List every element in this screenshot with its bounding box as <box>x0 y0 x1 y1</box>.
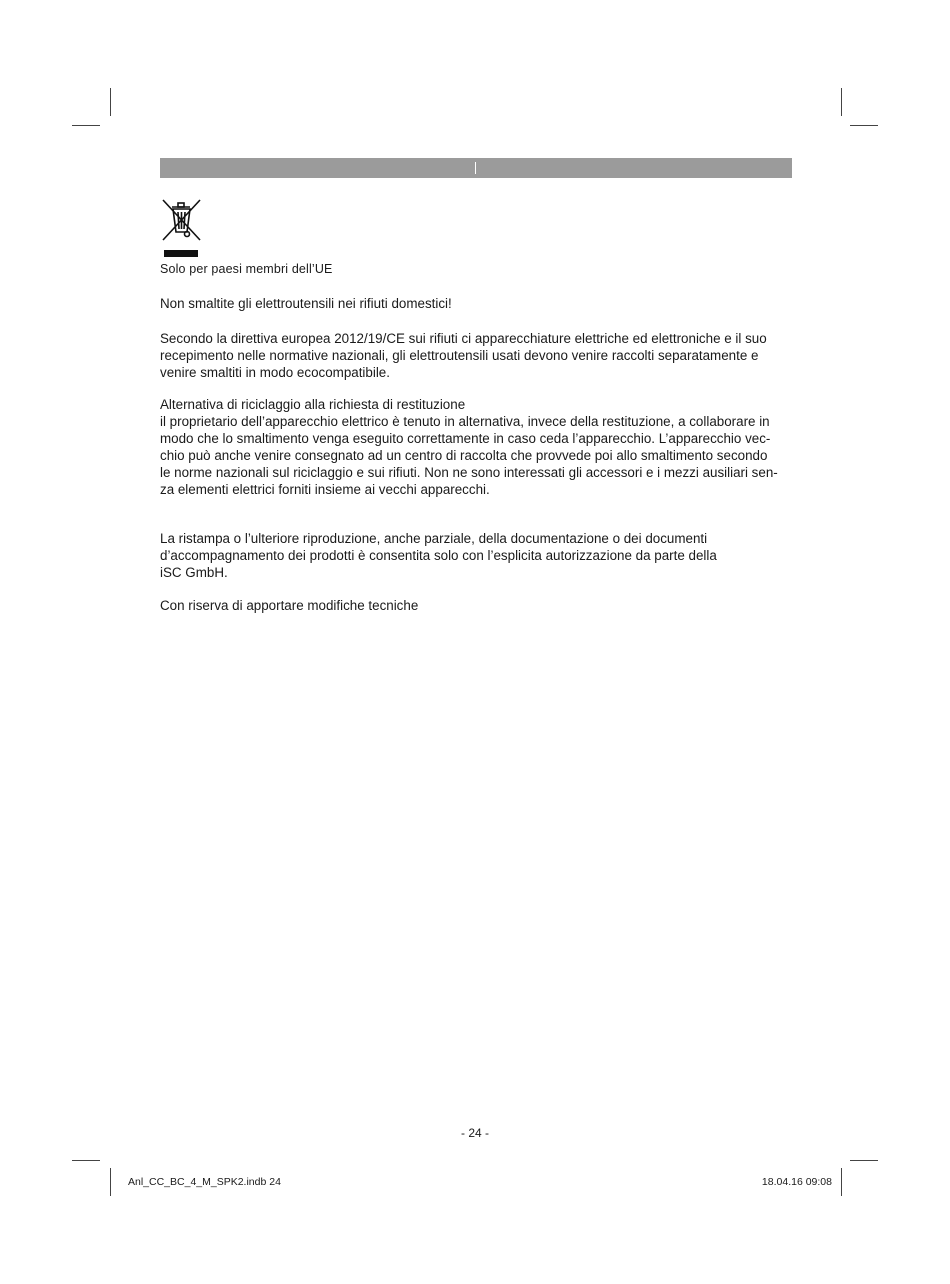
crop-mark <box>72 1160 100 1161</box>
text-line: Non smaltite gli elettroutensili nei rifiuti domestici! <box>160 296 452 311</box>
paragraph-technical-changes <box>160 597 792 614</box>
section-header-bar <box>160 158 792 178</box>
text-line: venire smaltiti in modo ecocompatibile. <box>160 365 390 380</box>
text-line: recepimento nelle normative nazionali, gli elettroutensili usati devono venire raccolti separatamente e <box>160 348 759 363</box>
print-slug-file: Anl_CC_BC_4_M_SPK2.indb 24 <box>128 1176 281 1188</box>
crop-mark <box>110 88 111 116</box>
crop-mark <box>110 1168 111 1196</box>
crop-mark <box>841 1168 842 1196</box>
crop-mark <box>72 125 100 126</box>
text-line: il proprietario dell’apparecchio elettrico è tenuto in alternativa, invece della restituzione, a collaborare in <box>160 414 770 429</box>
text-line: Secondo la direttiva europea 2012/19/CE sui rifiuti ci apparecchiature elettriche ed elettroniche e il suo <box>160 331 767 346</box>
text-line: chio può anche venire consegnato ad un centro di raccolta che provvede poi allo smaltimento secondo <box>160 448 768 463</box>
crop-mark <box>850 1160 878 1161</box>
text-line: La ristampa o l’ulteriore riproduzione, anche parziale, della documentazione o dei documenti <box>160 531 708 546</box>
text-line: Alternativa di riciclaggio alla richiesta di restituzione <box>160 397 466 412</box>
print-slug-timestamp: 18.04.16 09:08 <box>761 1176 832 1188</box>
crop-mark <box>841 88 842 116</box>
eu-only-note: Solo per paesi membri dell’UE <box>160 262 333 276</box>
crossed-out-wheeled-bin-icon <box>160 198 204 260</box>
paragraph-recycling-alternative <box>160 396 792 498</box>
page-number: - 24 - <box>460 1126 489 1140</box>
text-line: iSC GmbH. <box>160 565 228 580</box>
text-line: le norme nazionali sul riciclaggio e sui rifiuti. Non ne sono interessati gli accessori e i mezzi ausiliari sen- <box>160 465 778 480</box>
paragraph-disposal-warning <box>160 295 792 312</box>
text-line: Con riserva di apportare modifiche tecniche <box>160 598 419 613</box>
text-line: d’accompagnamento dei prodotti è consentita solo con l’esplicita autorizzazione da parte della <box>160 548 717 563</box>
paragraph-eu-directive <box>160 330 792 381</box>
header-divider <box>475 162 476 174</box>
text-line: modo che lo smaltimento venga eseguito correttamente in caso ceda l’apparecchio. L’apparecchio vec- <box>160 431 771 446</box>
text-line: za elementi elettrici forniti insieme ai vecchi apparecchi. <box>160 482 490 497</box>
paragraph-reprint-notice <box>160 530 792 581</box>
crop-mark <box>850 125 878 126</box>
